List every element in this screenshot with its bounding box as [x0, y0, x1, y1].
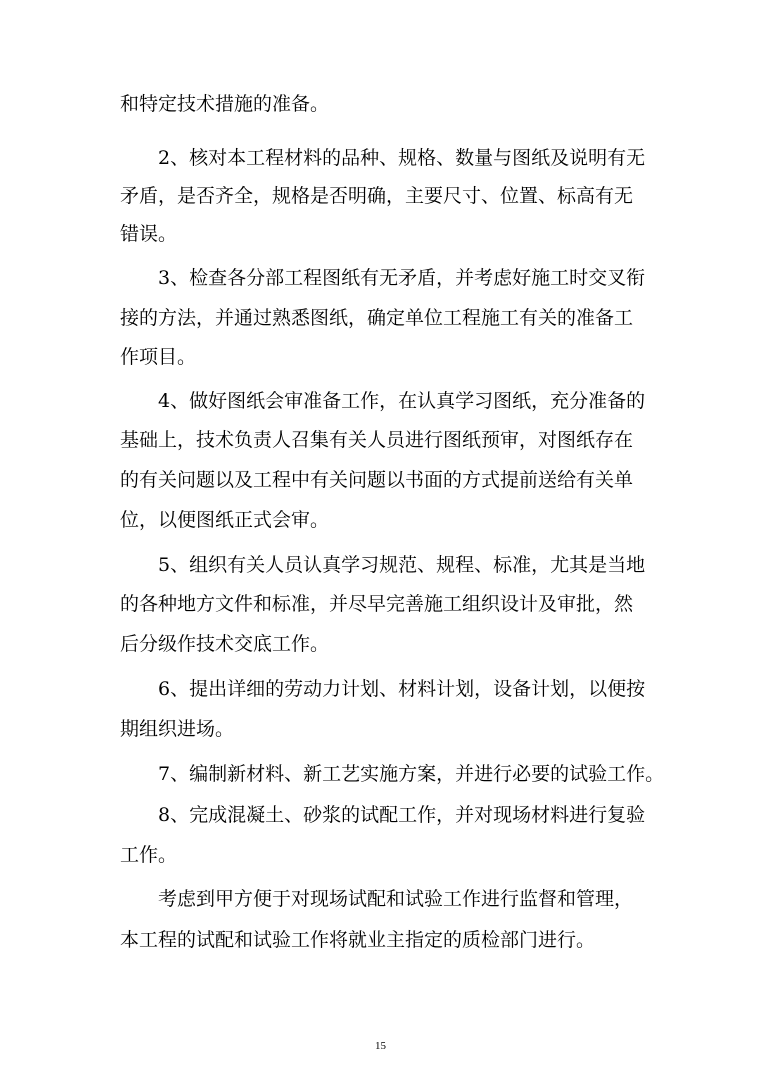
text-line-8: 4、做好图纸会审准备工作，在认真学习图纸，充分准备的	[158, 390, 646, 412]
text-line-2: 2、核对本工程材料的品种、规格、数量与图纸及说明有无	[158, 147, 646, 169]
text-line-10: 的有关问题以及工程中有关问题以书面的方式提前送给有关单	[120, 469, 634, 491]
text-line-11: 位，以便图纸正式会审。	[120, 509, 330, 531]
text-line-3: 矛盾，是否齐全，规格是否明确，主要尺寸、位置、标高有无	[120, 185, 634, 207]
text-line-9: 基础上，技术负责人召集有关人员进行图纸预审，对图纸存在	[120, 429, 634, 451]
text-line-15: 6、提出详细的劳动力计划、材料计划，设备计划，以便按	[158, 678, 646, 700]
page-number: 15	[375, 1040, 386, 1052]
text-line-18: 8、完成混凝土、砂浆的试配工作，并对现场材料进行复验	[158, 804, 646, 826]
text-line-21: 本工程的试配和试验工作将就业主指定的质检部门进行。	[120, 929, 596, 951]
text-line-6: 接的方法，并通过熟悉图纸，确定单位工程施工有关的准备工	[120, 307, 634, 329]
text-line-5: 3、检查各分部工程图纸有无矛盾，并考虑好施工时交叉衔	[158, 267, 646, 289]
text-line-7: 作项目。	[120, 346, 197, 368]
text-line-19: 工作。	[120, 844, 178, 866]
text-line-16: 期组织进场。	[120, 718, 235, 740]
text-line-20: 考虑到甲方便于对现场试配和试验工作进行监督和管理，	[158, 888, 634, 910]
text-line-17: 7、编制新材料、新工艺实施方案，并进行必要的试验工作。	[158, 763, 665, 785]
text-line-12: 5、组织有关人员认真学习规范、规程、标准，尤其是当地	[158, 554, 646, 576]
text-line-13: 的各种地方文件和标准，并尽早完善施工组织设计及审批，然	[120, 593, 634, 615]
text-line-4: 错误。	[120, 223, 178, 245]
text-line-1: 和特定技术措施的准备。	[120, 93, 330, 115]
text-line-14: 后分级作技术交底工作。	[120, 633, 330, 655]
